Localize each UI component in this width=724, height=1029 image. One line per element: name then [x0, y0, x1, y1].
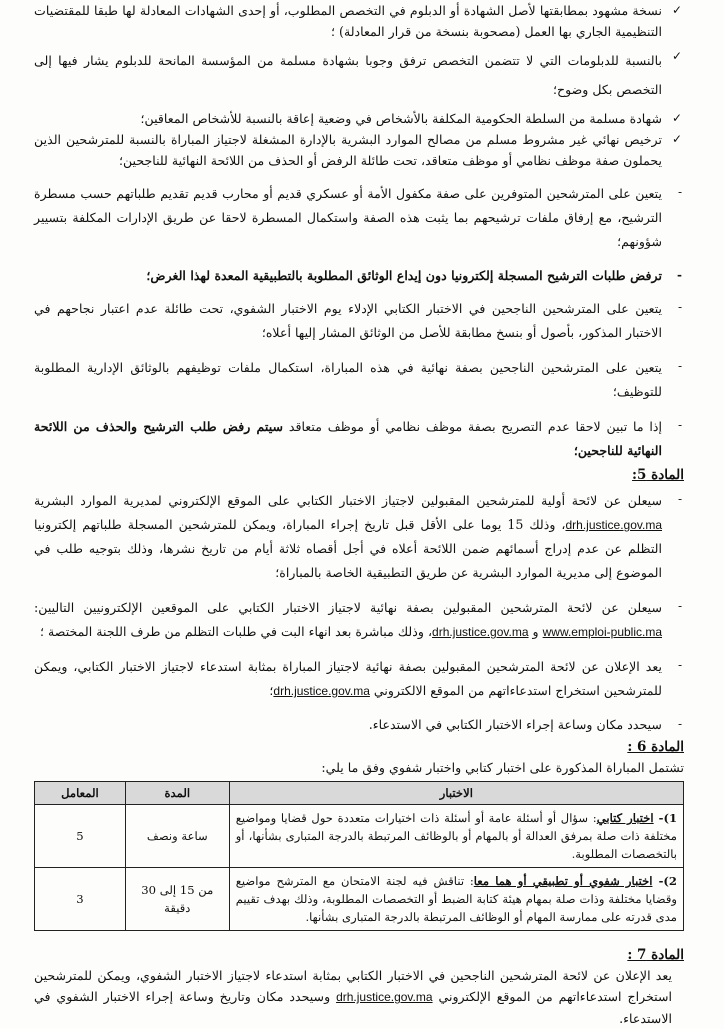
item-text [34, 415, 662, 463]
website-link[interactable]: drh.justice.gov.ma [432, 625, 529, 639]
item-text: بالنسبة للدبلومات التي لا تتضمن التخصص ترفق وجوبا بشهادة مسلمة من المؤسسة المانحة للدبلوم يشار فيها إلى التخصص بكل وضوح؛ [34, 53, 662, 97]
article-title: المادة 7 : [627, 947, 684, 963]
item-text-bold: سيتم رفض طلب الترشيح والحذف من اللائحة النهائية للناجحين؛ [34, 419, 662, 458]
article-intro: تشتمل المباراة المذكورة على اختبار كتابي واختبار شفوي وفق ما يلي: [321, 760, 684, 775]
item-text: يتعين على المترشحين المتوفرين على صفة مكفول الأمة أو عسكري قديم أو محارب قديم تقديم طلباتهم حسب مسطرة الترشيح، مع إرفاق ملفات ترشيحهم بما يثبت هذه الصفة واستكمال المسطرة لاحقا عن طريق الإدارات المكلفة بتسيير شؤونهم؛ [34, 186, 662, 249]
list-item [34, 46, 684, 104]
test-name: اختبار شفوي أو تطبيقي أو هما معا [473, 874, 653, 888]
website-link[interactable]: drh.justice.gov.ma [336, 990, 433, 1004]
test-duration: من 15 إلى 30 دقيقة [125, 868, 229, 931]
article-body [34, 965, 684, 1029]
item-text: ترخيص نهائي غير مشروط مسلم من مصالح الموارد البشرية بالإدارة المشغلة لاجتياز المباراة بالنسبة للمترشحين الذين يحملون صفة موظف نظامي أو موظف متعاقد، تحت طائلة الرفض أو الحذف من اللائحة النهائية للناجحين؛ [34, 132, 662, 168]
col-duration: المدة [125, 782, 229, 805]
item-text-normal: إذا ما تبين لاحقا عدم التصريح بصفة موظف نظامي أو موظف متعاقد [283, 419, 662, 434]
website-link[interactable]: drh.justice.gov.ma [273, 684, 370, 698]
test-coefficient: 5 [35, 805, 126, 868]
check-icon: ✓ [671, 49, 682, 63]
item-text [34, 489, 662, 585]
dash-bullet-icon: - [677, 492, 682, 506]
test-description [229, 805, 683, 868]
item-text-post: ، وذلك 15 يوما على الأقل قبل تاريخ إجراء المباراة، ويمكن للمترشحين المسجلة طلباتهم إلكترونيا التظلم عن عدم إدراج أسمائهم ضمن اللائحة أعلاه في أجل أقصاه ثلاثة أيام من تاريخ نشرها، وذلك بتوجيه طلب في الموضوع إلى مديرية الموارد البشرية عن طريق التطبيقية الخاصة بالمباراة؛ [34, 517, 662, 580]
item-text-post: ؛ [269, 683, 274, 698]
article-5 [34, 465, 684, 735]
list-item [34, 265, 684, 286]
item-text-pre: سيعلن عن لائحة أولية للمترشحين المقبولين لاجتياز الاختبار الكتابي على الموقع الإلكتروني لمديرية الموارد البشرية [34, 493, 662, 508]
check-icon: ✓ [671, 111, 682, 125]
website-link[interactable]: drh.justice.gov.ma [565, 518, 662, 532]
website-link[interactable]: www.emploi-public.ma [542, 625, 662, 639]
item-text: شهادة مسلمة من السلطة الحكومية المكلفة بالأشخاص في وضعية إعاقة بالنسبة للأشخاص المعاقين؛ [140, 111, 662, 126]
item-text-pre: سيعلن عن لائحة المترشحين المقبولين بصفة نهائية لاجتياز الاختبار الكتابي على الموقعين الإلكترونيين التاليين: [34, 600, 662, 615]
test-description [229, 868, 683, 931]
list-item [34, 714, 684, 735]
check-icon: ✓ [671, 3, 682, 17]
test-number: 2)- [652, 874, 677, 888]
list-item [34, 596, 684, 644]
item-text: سيحدد مكان وساعة إجراء الاختبار الكتابي في الاستدعاء. [368, 717, 662, 732]
list-item [34, 415, 684, 463]
item-text [34, 596, 662, 644]
item-text-mid: و [528, 624, 543, 639]
item-text: يتعين على المترشحين الناجحين في الاختبار الكتابي الإدلاء يوم الاختبار الشفوي، تحت طائلة عدم اعتبار نجاحهم في الاختبار المذكور، بأصول أو بنسخ مطابقة للأصل من الوثائق المشار إليها أعلاه؛ [34, 301, 662, 340]
item-text: يتعين على المترشحين الناجحين بصفة نهائية في هذه المباراة، استكمال ملفات توظيفهم بالوثائق الإدارية المطلوبة للتوظيف؛ [34, 360, 662, 399]
item-text-pre: يعد الإعلان عن لائحة المترشحين المقبولين بصفة نهائية لاجتياز المباراة بمثابة استدعاء لاجتياز الاختبار الكتابي، ويمكن للمترشحين استخراج استدعاءاتهم من الموقع الالكتروني [34, 659, 662, 698]
list-item [34, 297, 684, 345]
test-number: 1)- [653, 811, 678, 825]
dash-bullet-icon: - [677, 185, 682, 199]
article-7 [34, 945, 684, 1029]
article-title: المادة 6 : [627, 739, 684, 755]
dash-bullet-icon: - [677, 359, 682, 373]
item-text [34, 655, 662, 703]
check-list [34, 0, 684, 171]
dash-bullet-icon: - [677, 717, 682, 731]
list-item [34, 0, 684, 42]
notes-list [34, 182, 684, 463]
test-detail: : سؤال أو أسئلة عامة أو أسئلة ذات اختيارات متعددة حول قضايا ومواضيع مختلفة ذات صلة بمرفق العدالة أو بالمهام أو بالوظائف المرتبطة بالدرجة المتبارى بشأنها، أو بالتخصصات المطلوبة. [235, 811, 677, 861]
exam-table [34, 781, 684, 931]
item-text: ترفض طلبات الترشيح المسجلة إلكترونيا دون إيداع الوثائق المطلوبة بالتطبيقية المعدة لهذا الغرض؛ [146, 268, 662, 283]
dash-bullet-icon: - [677, 300, 682, 314]
test-detail: : تناقش فيه لجنة الامتحان مع المترشح مواضيع وقضايا مختلفة وذات صلة بمهام هيئة كتابة الضبط أو التخصصات المطلوبة، وذلك بهدف تقييم مدى قدرته على ممارسة المهام أو الوظائف المرتبطة بالدرجة المتبارى بشأنها. [235, 874, 677, 924]
item-text: نسخة مشهود بمطابقتها لأصل الشهادة أو الدبلوم في التخصص المطلوب، أو إحدى الشهادات المعادلة لها طبقا للمقتضيات التنظيمية الجاري بها العمل (مصحوبة بنسخة من قرار المعادلة) ؛ [34, 3, 662, 39]
col-coef: المعامل [35, 782, 126, 805]
item-text-post: ، وذلك مباشرة بعد انهاء البت في طلبات التظلم من طرف اللجنة المختصة ؛ [40, 624, 433, 639]
list-item [34, 182, 684, 254]
list-item [34, 655, 684, 703]
article-title: المادة 5: [632, 467, 684, 483]
article-6 [34, 737, 684, 931]
test-coefficient: 3 [35, 868, 126, 931]
article-text-pre: يعد الإعلان عن لائحة المترشحين الناجحين في الاختبار الكتابي بمثابة استدعاء لاجتياز الاختبار الشفوي، ويمكن للمترشحين استخراج استدعاءاتهم من الموقع الإلكتروني [34, 968, 672, 1004]
list-item [34, 489, 684, 585]
dash-bullet-icon: - [677, 599, 682, 613]
list-item [34, 108, 684, 129]
table-row [35, 805, 684, 868]
test-name: اختبار كتابي [596, 811, 654, 825]
list-item [34, 356, 684, 404]
col-test: الاختبار [229, 782, 683, 805]
table-header-row [35, 782, 684, 805]
article-text-post: وسيحدد مكان وتاريخ وساعة إجراء الاختبار الشفوي في الاستدعاء. [34, 989, 672, 1026]
dash-bullet-icon: - [677, 658, 682, 672]
list-item [34, 129, 684, 171]
table-row [35, 868, 684, 931]
check-icon: ✓ [671, 132, 682, 146]
test-duration: ساعة ونصف [125, 805, 229, 868]
dash-bullet-icon: - [677, 268, 682, 282]
dash-bullet-icon: - [677, 418, 682, 432]
